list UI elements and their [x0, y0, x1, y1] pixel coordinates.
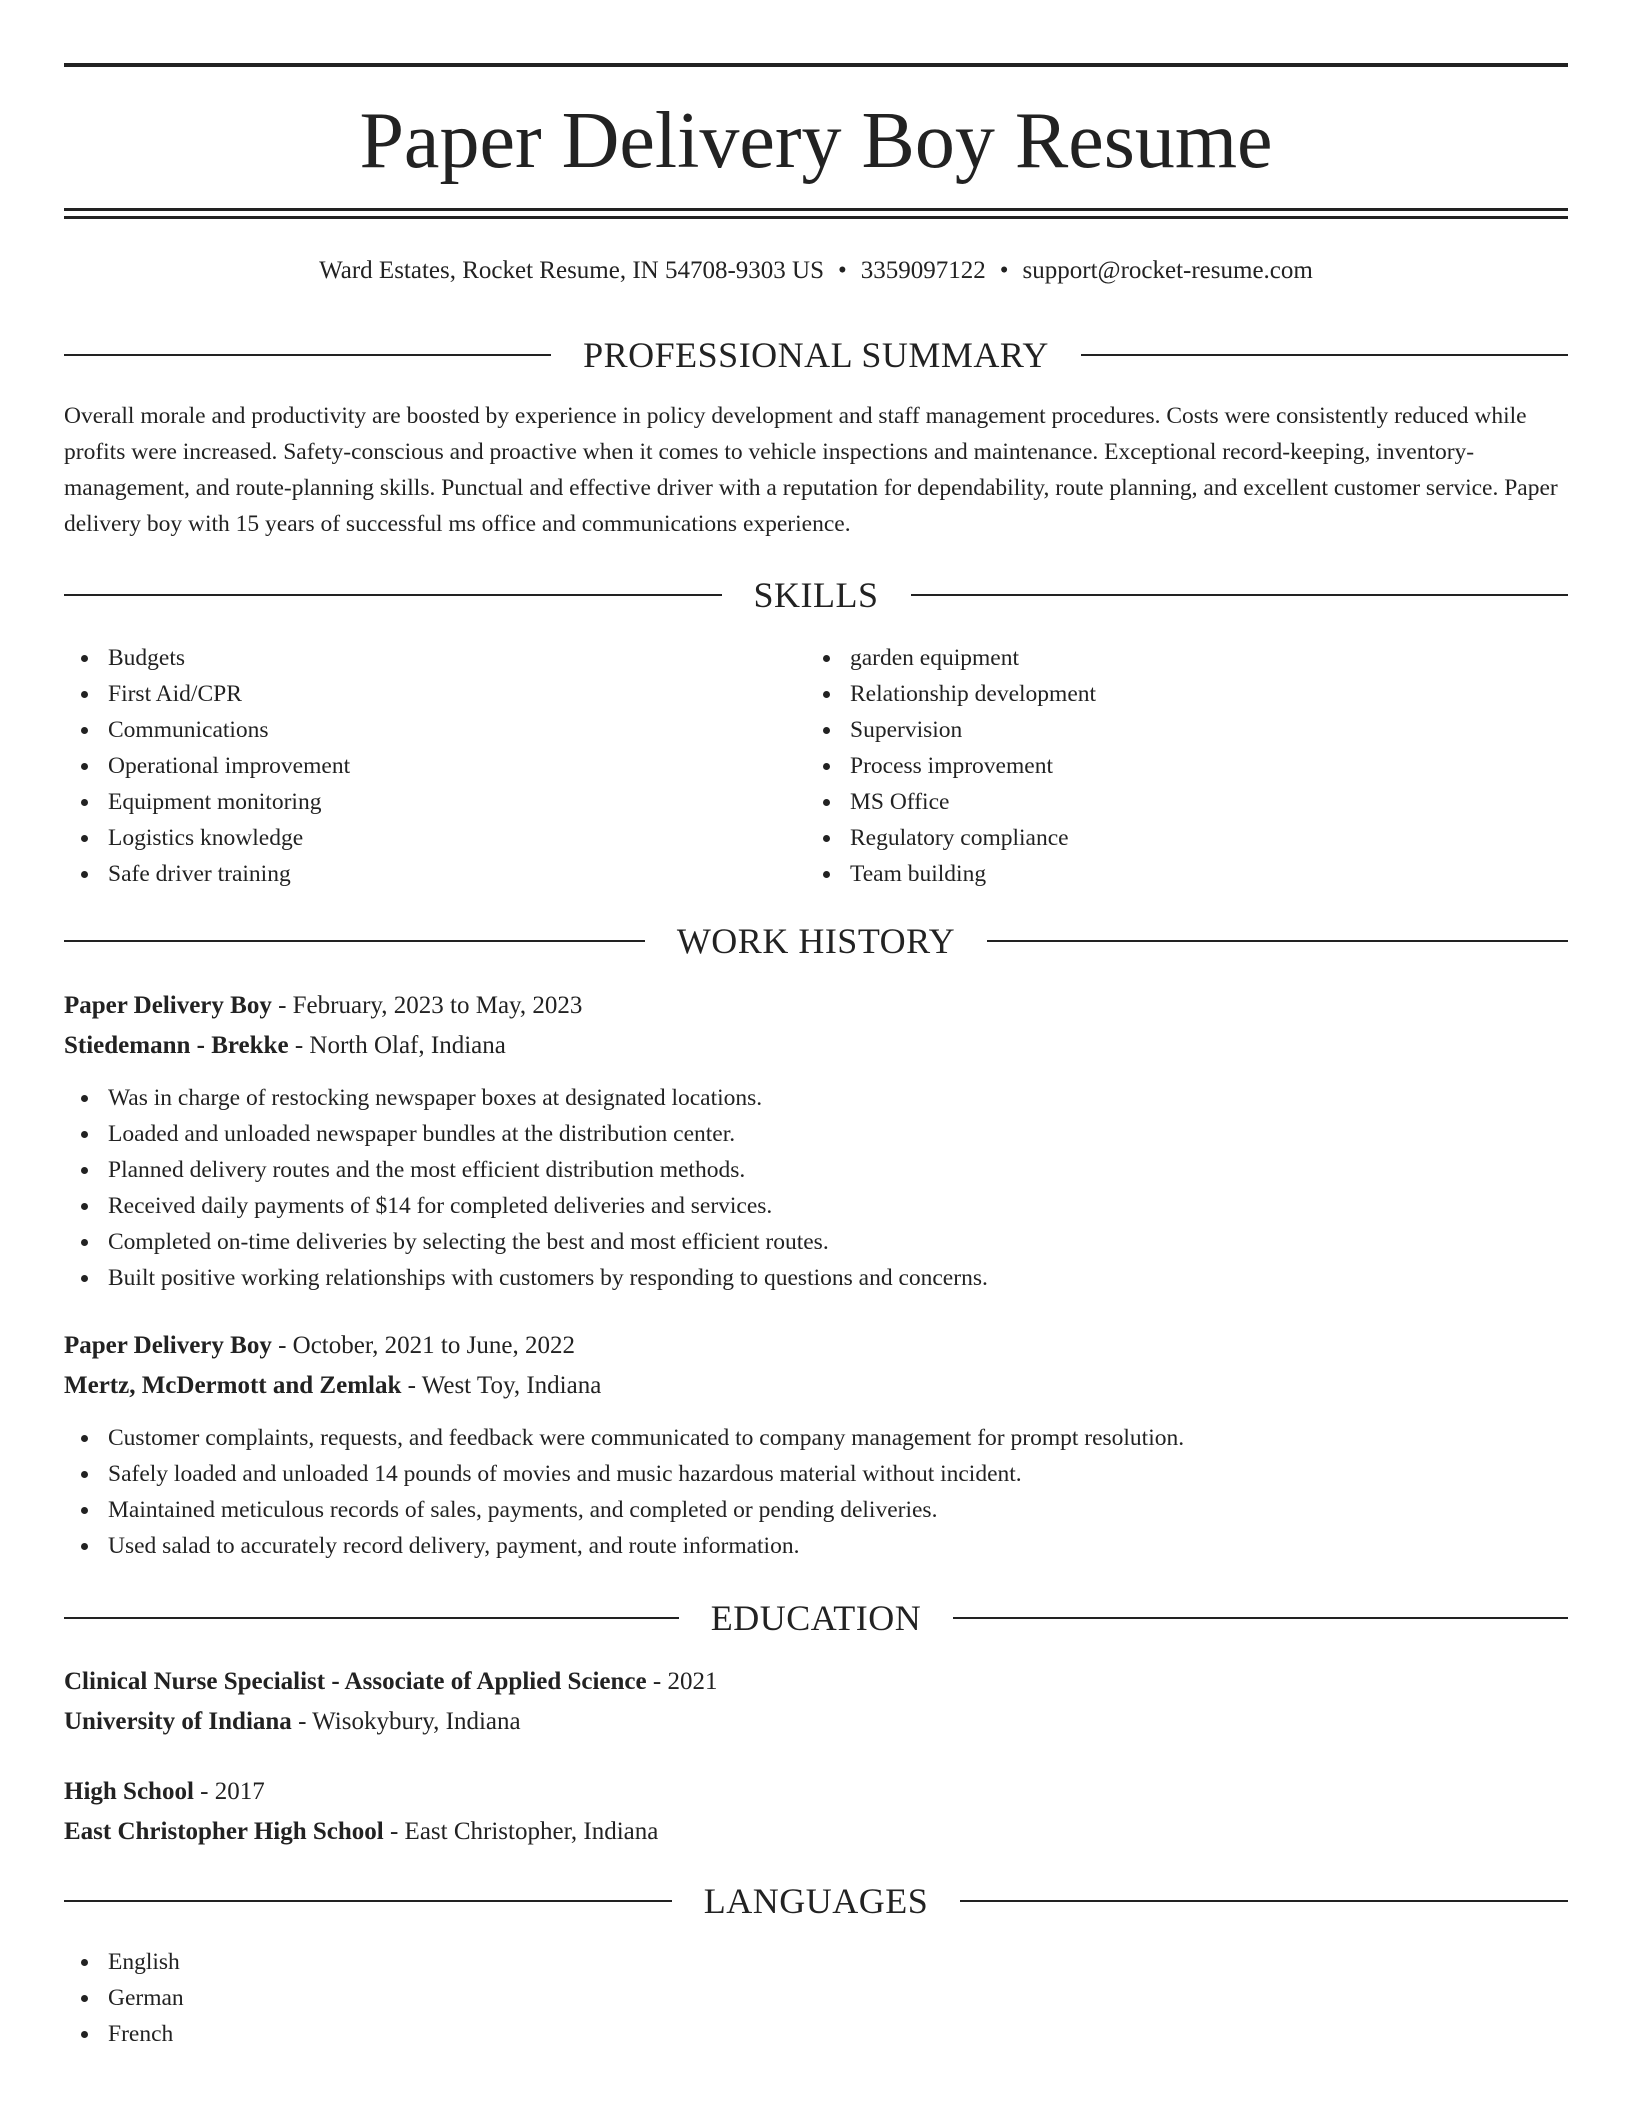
education-school-line: [64, 1812, 1568, 1852]
job-title-line: [64, 1326, 1568, 1366]
section-title: WORK HISTORY: [676, 921, 956, 961]
education-degree-line: [64, 1662, 1568, 1702]
contact-line: [64, 253, 1568, 289]
job-company: Stiedemann - Brekke: [64, 1032, 289, 1059]
skill-item: Budgets: [64, 640, 804, 676]
skill-item: Safe driver training: [64, 856, 804, 892]
job-location: - North Olaf, Indiana: [288, 1032, 506, 1059]
job-duty: Was in charge of restocking newspaper boxes at designated locations.: [64, 1080, 1568, 1116]
skill-item: Regulatory compliance: [806, 820, 1546, 856]
title-double-rule-lower: [64, 216, 1568, 219]
job-company-line: [64, 1366, 1568, 1406]
contact-email: support@rocket-resume.com: [1022, 257, 1313, 284]
job-duty: Built positive working relationships with customers by responding to questions and concerns.: [64, 1260, 1568, 1296]
job-duty: Safely loaded and unloaded 14 pounds of movies and music hazardous material without incident.: [64, 1456, 1568, 1492]
skill-item: garden equipment: [806, 640, 1546, 676]
skill-item: Equipment monitoring: [64, 784, 804, 820]
job-duty: Received daily payments of $14 for completed deliveries and services.: [64, 1188, 1568, 1224]
section-title: SKILLS: [753, 575, 879, 615]
education-location: - East Christopher, Indiana: [383, 1818, 659, 1845]
language-item: English: [64, 1944, 664, 1980]
education-location: - Wisokybury, Indiana: [291, 1708, 521, 1735]
job-title: Paper Delivery Boy: [64, 1332, 272, 1359]
section-heading-summary: [64, 333, 1568, 377]
job-title-line: [64, 986, 1568, 1026]
education-degree: Clinical Nurse Specialist - Associate of Applied Science: [64, 1668, 647, 1695]
skill-item: First Aid/CPR: [64, 676, 804, 712]
skill-item: Process improvement: [806, 748, 1546, 784]
language-item: German: [64, 1980, 664, 2016]
job-dates: - February, 2023 to May, 2023: [271, 992, 583, 1019]
job-duty: Customer complaints, requests, and feedback were communicated to company management for prompt resolution.: [64, 1420, 1568, 1456]
heading-rule: [953, 1617, 1568, 1619]
job-duties-list: [64, 1420, 1568, 1564]
summary-text: Overall morale and productivity are boosted by experience in policy development and staff management procedures. Costs were consistently reduced while profits were increased. Safety-conscious and proactive when it comes to vehicle inspections and maintenance. Exceptional record-keeping, inventory-management, and route-planning skills. Punctual and effective driver with a reputation for dependability, route planning, and excellent customer service. Paper delivery boy with 15 years of successful ms office and communications experience.: [64, 403, 1558, 537]
heading-rule: [960, 1900, 1568, 1902]
skill-item: Communications: [64, 712, 804, 748]
title-double-rule-upper: [64, 208, 1568, 211]
skill-item: Relationship development: [806, 676, 1546, 712]
job-title: Paper Delivery Boy: [64, 992, 272, 1019]
section-heading-languages: [64, 1879, 1568, 1923]
section-heading-work: [64, 919, 1568, 963]
job-dates: - October, 2021 to June, 2022: [271, 1332, 575, 1359]
skill-item: Logistics knowledge: [64, 820, 804, 856]
skill-item: Supervision: [806, 712, 1546, 748]
contact-address: Ward Estates, Rocket Resume, IN 54708-9303 US: [319, 257, 825, 284]
education-school-line: [64, 1702, 1568, 1742]
education-school: East Christopher High School: [64, 1818, 384, 1845]
languages-list: [64, 1944, 664, 2052]
job-duty: Completed on-time deliveries by selecting the best and most efficient routes.: [64, 1224, 1568, 1260]
skill-item: Team building: [806, 856, 1546, 892]
skill-item: MS Office: [806, 784, 1546, 820]
section-title: PROFESSIONAL SUMMARY: [583, 335, 1049, 375]
education-year: - 2017: [193, 1778, 265, 1805]
contact-separator: •: [999, 257, 1009, 284]
heading-rule: [64, 940, 645, 942]
section-heading-skills: [64, 573, 1568, 617]
section-title: EDUCATION: [710, 1598, 922, 1638]
education-degree-line: [64, 1772, 1568, 1812]
contact-separator: •: [838, 257, 847, 284]
job-duty: Used salad to accurately record delivery, payment, and route information.: [64, 1528, 1568, 1564]
job-duty: Planned delivery routes and the most efficient distribution methods.: [64, 1152, 1568, 1188]
language-item: French: [64, 2016, 664, 2052]
job-location: - West Toy, Indiana: [401, 1372, 602, 1399]
section-title: LANGUAGES: [703, 1881, 929, 1921]
heading-rule: [64, 1617, 679, 1619]
skill-item: Operational improvement: [64, 748, 804, 784]
education-school: University of Indiana: [64, 1708, 292, 1735]
heading-rule: [987, 940, 1568, 942]
heading-rule: [64, 594, 722, 596]
section-heading-education: [64, 1596, 1568, 1640]
skills-list-right: [806, 640, 1546, 892]
job-company: Mertz, McDermott and Zemlak: [64, 1372, 402, 1399]
heading-rule: [1081, 354, 1568, 356]
top-rule: [64, 63, 1568, 67]
job-duty: Loaded and unloaded newspaper bundles at the distribution center.: [64, 1116, 1568, 1152]
contact-phone: 3359097122: [860, 257, 986, 284]
resume-title: Paper Delivery Boy Resume: [359, 97, 1273, 185]
education-degree: High School: [64, 1778, 194, 1805]
job-duties-list: [64, 1080, 1568, 1296]
education-year: - 2021: [646, 1668, 718, 1695]
heading-rule: [64, 1900, 672, 1902]
heading-rule: [64, 354, 551, 356]
heading-rule: [911, 594, 1569, 596]
job-duty: Maintained meticulous records of sales, payments, and completed or pending deliveries.: [64, 1492, 1568, 1528]
skills-list-left: [64, 640, 804, 892]
job-company-line: [64, 1026, 1568, 1066]
